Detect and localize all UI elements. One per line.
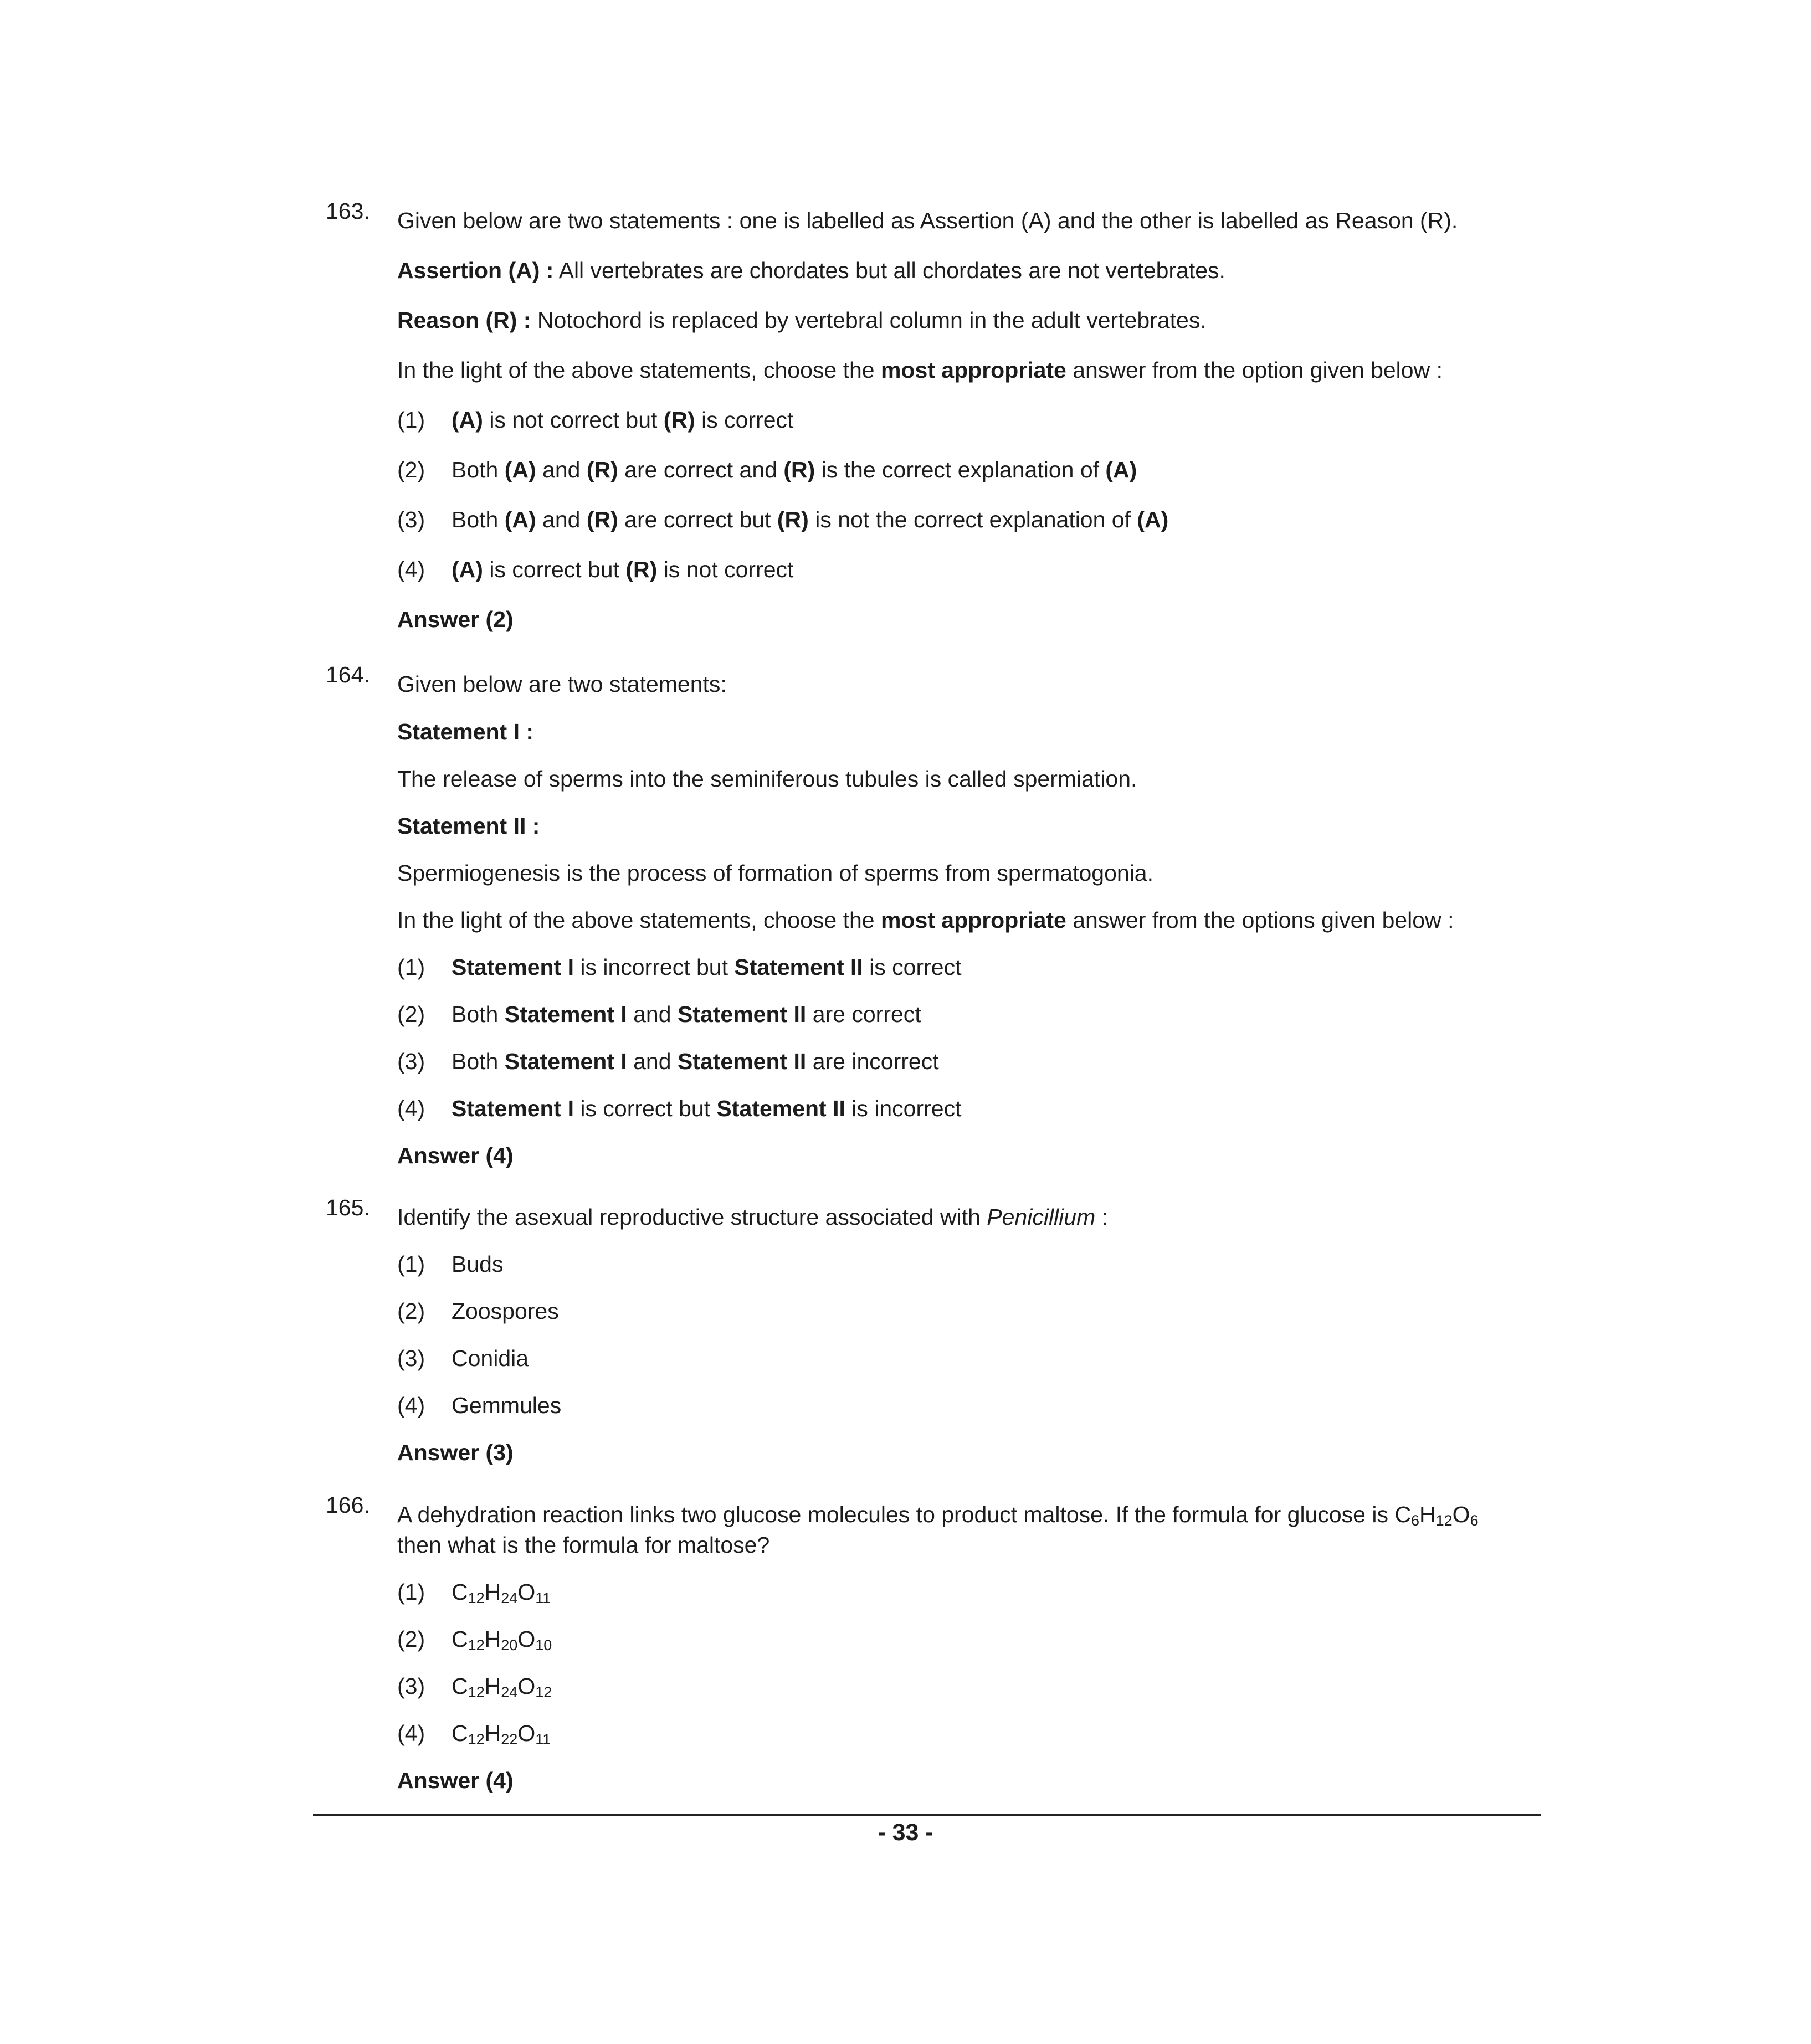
option-4: (4) Statement I is correct but Statement II is incorrect bbox=[397, 1096, 962, 1121]
instruction: In the light of the above statements, choose the most appropriate answer from the option given below : bbox=[397, 357, 1443, 383]
answer: Answer (3) bbox=[397, 1440, 514, 1465]
answer: Answer (4) bbox=[397, 1143, 514, 1168]
reason bbox=[397, 306, 1207, 335]
statement-2-label: Statement II : bbox=[397, 813, 540, 839]
option-3: (3) Both (A) and (R) are correct but (R) is not the correct explanation of (A) bbox=[397, 507, 1169, 532]
question-stem: Identify the asexual reproductive structure associated with Penicillium : bbox=[397, 1204, 1109, 1230]
statement-1-text: The release of sperms into the seminiferous tubules is called spermiation. bbox=[397, 766, 1137, 792]
answer: Answer (4) bbox=[397, 1768, 514, 1793]
option-1: (1) Statement I is incorrect but Statement II is correct bbox=[397, 954, 962, 980]
option-2: (2) Both (A) and (R) are correct and (R) is the correct explanation of (A) bbox=[397, 457, 1137, 482]
instruction: In the light of the above statements, choose the most appropriate answer from the options given below : bbox=[397, 907, 1454, 933]
reason-label: Reason (R) : bbox=[397, 307, 531, 333]
reason-text: Notochord is replaced by vertebral column in the adult vertebrates. bbox=[531, 307, 1207, 333]
statement-2-text: Spermiogenesis is the process of formation of sperms from spermatogonia. bbox=[397, 860, 1153, 886]
option-3: (3) Conidia bbox=[397, 1345, 529, 1371]
option-4: (4) (A) is correct but (R) is not correct bbox=[397, 557, 794, 582]
answer: Answer (2) bbox=[397, 607, 514, 632]
option-3: (3) $C_{12}H_{24}O_{12}$ bbox=[397, 1673, 552, 1701]
question-stem-line-2: then what is the formula for maltose? bbox=[397, 1532, 770, 1558]
question-number: 166. bbox=[326, 1492, 370, 1518]
page-number: - 33 - bbox=[878, 1819, 933, 1846]
footer-divider bbox=[313, 1814, 1541, 1816]
option-1: (1) Buds bbox=[397, 1251, 504, 1277]
question-stem: Given below are two statements : one is labelled as Assertion (A) and the other is labelled as Reason (R). bbox=[397, 208, 1458, 233]
option-2: (2) Both Statement I and Statement II are correct bbox=[397, 1002, 921, 1027]
option-4: (4) Gemmules bbox=[397, 1393, 562, 1418]
option-3: (3) Both Statement I and Statement II are incorrect bbox=[397, 1049, 939, 1074]
statement-1-label: Statement I : bbox=[397, 719, 534, 744]
option-2: (2) Zoospores bbox=[397, 1298, 559, 1324]
assertion bbox=[397, 256, 1225, 285]
option-1: (1) $C_{12}H_{24}O_{11}$ bbox=[397, 1579, 551, 1606]
question-number: 164. bbox=[326, 662, 370, 687]
option-2: (2) $C_{12}H_{20}O_{10}$ bbox=[397, 1626, 552, 1653]
option-4: (4) $C_{12}H_{22}O_{11}$ bbox=[397, 1721, 551, 1748]
question-number: 163. bbox=[326, 198, 370, 224]
question-number: 165. bbox=[326, 1195, 370, 1220]
question-stem: Given below are two statements: bbox=[397, 671, 727, 697]
question-stem-line-1: A dehydration reaction links two glucose molecules to product maltose. If the formula for glucose is $C_6H_{12}O_6$ bbox=[397, 1502, 1479, 1529]
assertion-text: All vertebrates are chordates but all chordates are not vertebrates. bbox=[553, 258, 1225, 283]
option-1: (1) (A) is not correct but (R) is correct bbox=[397, 407, 794, 433]
assertion-label: Assertion (A) : bbox=[397, 258, 554, 283]
